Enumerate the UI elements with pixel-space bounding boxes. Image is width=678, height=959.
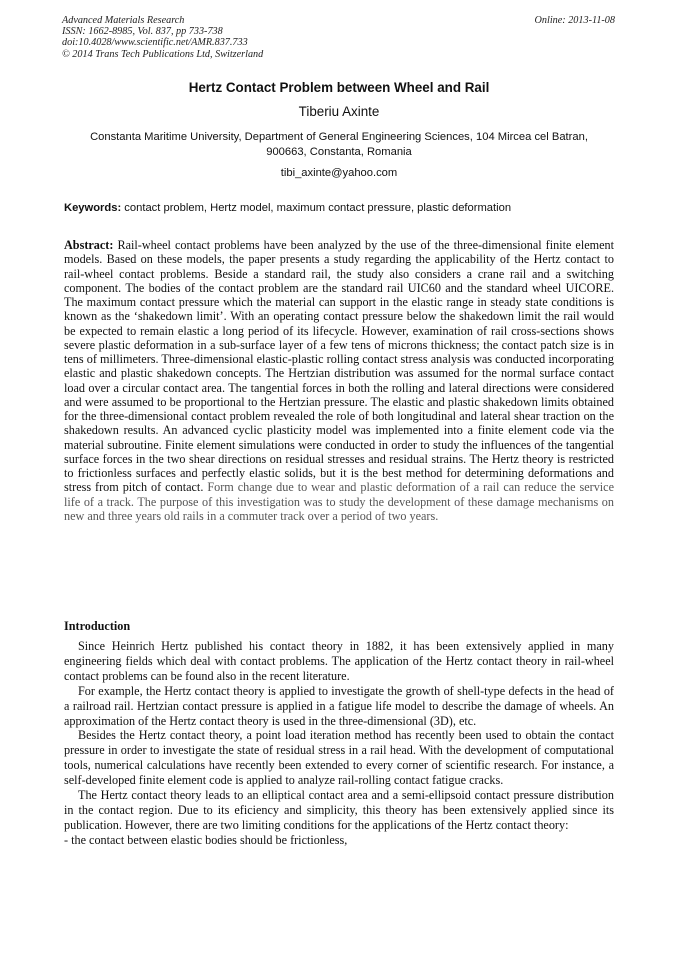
abstract-paragraph bbox=[64, 238, 614, 523]
journal-header bbox=[62, 15, 615, 60]
online-date: Online: 2013-11-08 bbox=[534, 15, 615, 26]
journal-name: Advanced Materials Research bbox=[62, 15, 185, 26]
keywords-label: Keywords: bbox=[64, 202, 122, 214]
issn-line: ISSN: 1662-8985, Vol. 837, pp 733-738 bbox=[62, 26, 223, 38]
keywords-text: contact problem, Hertz model, maximum contact pressure, plastic deformation bbox=[121, 202, 512, 214]
intro-paragraph: Since Heinrich Hertz published his contact theory in 1882, it has been extensively applied in many engineering fields which deal with contact problems. The application of the Hertz contact theory in rail-wheel contact problems can be found also in the recent literature. bbox=[64, 639, 614, 683]
abstract-text-gray: Form change due to wear and plastic deformation of a rail can reduce the service life of a track. The purpose of this investigation was to study the development of these damage mechanisms on new and three years old rails in a commuter track over a period of two years. bbox=[64, 480, 614, 523]
paper-title: Hertz Contact Problem between Wheel and Rail bbox=[188, 80, 490, 95]
intro-paragraph: Besides the Hertz contact theory, a point load iteration method has recently been used to obtain the contact pressure in order to investigate the state of residual stress in a rail head. With the development of computational tools, numerical calculations have recently been extended to every corner of scientific research. For instance, a self-developed finite element code is applied to analyze rail-rolling contact fatigue cracks. bbox=[64, 728, 614, 788]
introduction-body bbox=[64, 639, 614, 848]
intro-paragraph: The Hertz contact theory leads to an elliptical contact area and a semi-ellipsoid contact pressure distribution in the contact region. Due to its eficiency and simplicity, this theory has been extensively applied since its publication. However, there are two limiting conditions for the applications of the Hertz contact theory: bbox=[64, 788, 614, 832]
intro-paragraph: For example, the Hertz contact theory is applied to investigate the growth of shell-type defects in the head of a railroad rail. Hertzian contact pressure is applied in a fatigue life model to describe the damage of wheels. An approximation of the Hertz contact theory is used in the three-dimensional (3D), etc. bbox=[64, 683, 614, 728]
keywords-line bbox=[64, 202, 616, 214]
affiliation: Constanta Maritime University, Department of General Engineering Sciences, 104 Mircea cel Batran, 900663, Constanta, Romania bbox=[90, 131, 588, 158]
doi-line: doi:10.4028/www.scientific.net/AMR.837.733 bbox=[62, 37, 248, 49]
abstract-label: Abstract: bbox=[64, 238, 114, 252]
copyright-line: © 2014 Trans Tech Publications Ltd, Switzerland bbox=[62, 48, 264, 60]
author-name: Tiberiu Axinte bbox=[298, 104, 380, 119]
abstract-text: Rail-wheel contact problems have been analyzed by the use of the three-dimensional finite element models. Based on these models, the paper presents a study regarding the applicability of the Hertz contact to rail-wheel contact problems. Beside a standard rail, the study also considers a crane rail and a switching component. The bodies of the contact problem are the standard rail UIC60 and the standard wheel UICORE. The maximum contact pressure which the material can support in the elastic range in steady state conditions is known as the ‘shakedown limit’. With an operating contact pressure below the shakedown limit the rail would be expected to remain elastic a long period of its lifecycle. However, examination of rail cross-sections shows severe plastic deformation in a sub-surface layer of a few tens of microns thickness; the contact patch size is in tens of millimeters. Three-dimensional elastic-plastic rolling contact stress analysis was conducted incorporating elastic and plastic shakedown concepts. The Hertzian distribution was assumed for the normal surface contact load over a circular contact area. The tangential forces in both the rolling and lateral directions were considered and were assumed to be proportional to the Hertzian pressure. The elastic and plastic shakedown limits obtained for the three-dimensional contact problem revealed the role of both longitudinal and lateral shear traction on the shakedown results. An advanced cyclic plasticity model was implemented into a finite element code via the material subroutine. Finite element simulations were conducted in order to study the influences of the tangential surface forces in the two shear directions on residual stresses and residual strains. The Hertz theory is restricted to frictionless surfaces and perfectly elastic solids, but it is the best method for determining deformations and stress from pitch of contact. bbox=[64, 238, 614, 495]
introduction-heading: Introduction bbox=[64, 619, 131, 633]
author-email: tibi_axinte@yahoo.com bbox=[280, 167, 398, 179]
intro-list-item: - the contact between elastic bodies should be frictionless, bbox=[64, 832, 348, 847]
